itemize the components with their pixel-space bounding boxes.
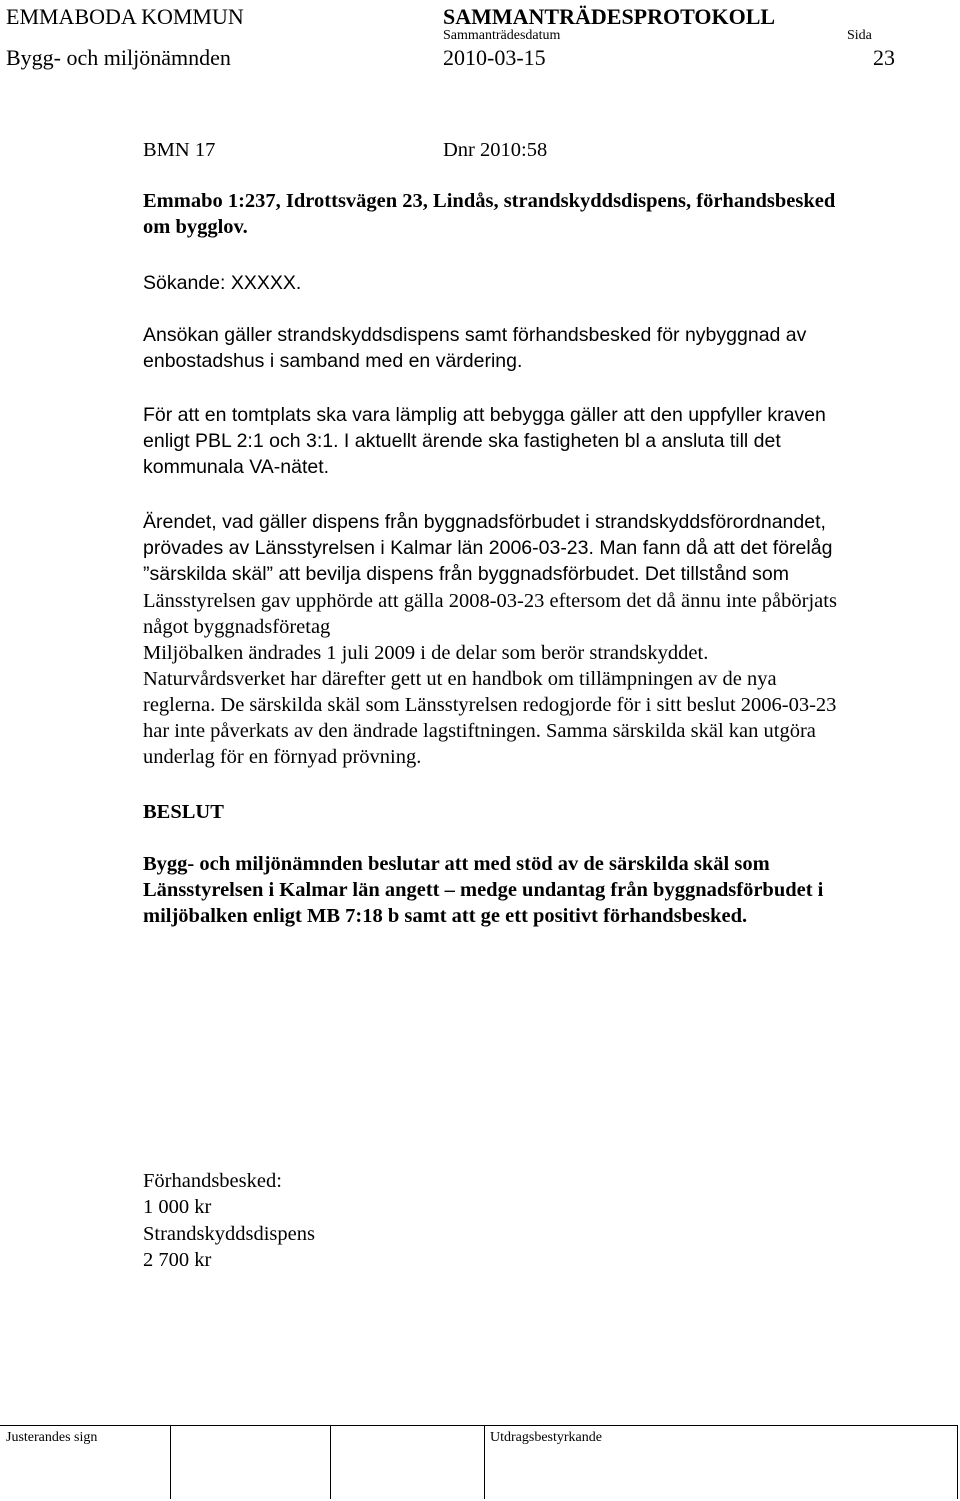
fee-label-preliminary: Förhandsbesked: [143,1170,282,1192]
paragraph-2-line-2: enligt PBL 2:1 och 3:1. I aktuellt ärende ska fastigheten bl a ansluta till det [143,430,781,452]
paragraph-2-line-3: kommunala VA-nätet. [143,456,330,478]
meeting-date: 2010-03-15 [443,45,546,70]
footer-top-rule [0,1425,958,1426]
footer-label-extract-certifier: Utdragsbestyrkande [490,1430,602,1445]
paragraph-3-line-3: ”särskilda skäl” att bevilja dispens från byggnadsförbudet. Det tillstånd som [143,563,789,585]
paragraph-3-line-8: reglerna. De särskilda skäl som Länsstyrelsen redogjorde för i sitt beslut 2006-03-23 [143,694,837,716]
paragraph-3-line-7: Naturvårdsverket har därefter gett ut en handbok om tillämpningen av de nya [143,668,777,690]
date-label: Sammanträdesdatum [443,28,561,43]
paragraph-1-line-2: enbostadshus i samband med en värdering. [143,350,523,372]
fee-amount-preliminary: 1 000 kr [143,1196,212,1218]
fee-label-shore-protection: Strandskyddsdispens [143,1223,315,1245]
paragraph-3-line-6: Miljöbalken ändrades 1 juli 2009 i de delar som berör strandskyddet. [143,642,709,664]
case-title-line-2: om bygglov. [143,216,248,238]
paragraph-3-line-4: Länsstyrelsen gav upphörde att gälla 2008-03-23 eftersom det då ännu inte påbörjats [143,590,837,612]
page-number: 23 [873,45,895,70]
decision-line-2: Länsstyrelsen i Kalmar län angett – medge undantag från byggnadsförbudet i [143,879,824,901]
fee-amount-shore-protection: 2 700 kr [143,1249,212,1271]
decision-line-1: Bygg- och miljönämnden beslutar att med stöd av de särskilda skäl som [143,853,770,875]
paragraph-3-line-9: har inte påverkats av den ändrade lagstiftningen. Samma särskilda skäl kan utgöra [143,720,816,742]
footer-divider-2 [330,1425,331,1499]
document-type: SAMMANTRÄDESPROTOKOLL [443,4,776,29]
case-title-line-1: Emmabo 1:237, Idrottsvägen 23, Lindås, strandskyddsdispens, förhandsbesked [143,190,836,212]
municipality-name: EMMABODA KOMMUN [6,4,244,29]
case-number: BMN 17 [143,139,216,161]
paragraph-2-line-1: För att en tomtplats ska vara lämplig att bebygga gäller att den uppfyller kraven [143,404,826,426]
decision-heading: BESLUT [143,801,224,823]
footer-divider-right [957,1425,958,1499]
paragraph-3-line-10: underlag för en förnyad prövning. [143,746,422,768]
committee-name: Bygg- och miljönämnden [6,45,231,70]
paragraph-3-line-1: Ärendet, vad gäller dispens från byggnadsförbudet i strandskyddsförordnandet, [143,511,826,533]
applicant: Sökande: XXXXX. [143,272,302,294]
paragraph-1-line-1: Ansökan gäller strandskyddsdispens samt förhandsbesked för nybyggnad av [143,324,807,346]
paragraph-3-line-2: prövades av Länsstyrelsen i Kalmar län 2006-03-23. Man fann då att det förelåg [143,537,833,559]
footer-label-adjuster-sign: Justerandes sign [6,1430,98,1445]
paragraph-3-line-5: något byggnadsföretag [143,616,331,638]
case-dnr: Dnr 2010:58 [443,139,548,161]
decision-line-3: miljöbalken enligt MB 7:18 b samt att ge ett positivt förhandsbesked. [143,905,748,927]
footer-divider-1 [170,1425,171,1499]
footer-divider-3 [484,1425,485,1499]
page-label: Sida [847,28,872,43]
